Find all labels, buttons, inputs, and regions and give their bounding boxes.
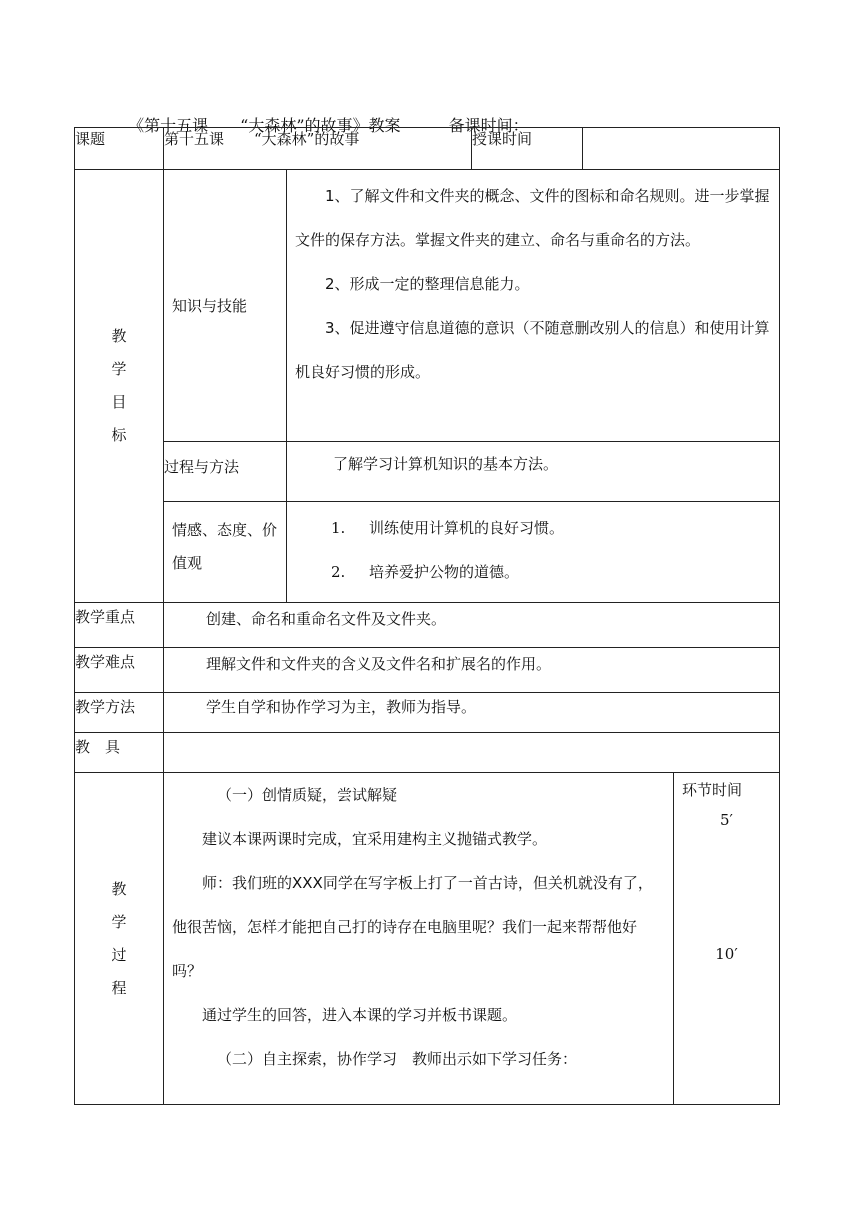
methods-label: 教学方法 <box>75 693 164 733</box>
methods-text: 学生自学和协作学习为主，教师为指导。 <box>164 693 780 733</box>
document-title: 《第十五课 “大森林”的故事》教案 <box>128 116 401 135</box>
process-method-label: 过程与方法 <box>164 442 287 502</box>
process-para-3: 师：我们班的XXX同学在写字板上打了一首古诗，但关机就没有了，他很苦恼，怎样才能把自己打的诗存在电脑里呢？我们一起来帮帮他好吗？ <box>172 874 653 980</box>
emotion-item-1: 1. 训练使用计算机的良好习惯。 <box>331 519 565 537</box>
row-process-method <box>75 442 780 502</box>
row-topic <box>75 128 780 170</box>
knowledge-item-1: 1、了解文件和文件夹的概念、文件的图标和命名规则。进一步掌握文件的保存方法。掌握文件夹的建立、命名与重命名的方法。 <box>295 187 770 249</box>
difficulties-label: 教学难点 <box>75 648 164 693</box>
process-method-text: 了解学习计算机知识的基本方法。 <box>287 442 780 502</box>
process-para-4: 通过学生的回答，进入本课的学习并板书课题。 <box>202 1006 518 1024</box>
topic-label: 课题 <box>75 128 164 170</box>
knowledge-label: 知识与技能 <box>164 170 287 442</box>
class-time-label: 授课时间 <box>472 128 583 170</box>
process-para-1: （一）创情质疑，尝试解疑 <box>217 786 398 804</box>
time-value-2: 10′ <box>715 945 738 963</box>
key-points-text: 创建、命名和重命名文件及文件夹。 <box>164 603 780 648</box>
lesson-plan-table <box>74 127 780 1105</box>
prep-time-label: 备课时间： <box>448 116 529 135</box>
row-difficulties <box>75 648 780 693</box>
row-teaching-process <box>75 773 780 1105</box>
process-content <box>164 773 674 1105</box>
emotion-label: 情感、态度、价值观 <box>164 502 287 603</box>
process-label: 教 学 过 程 <box>75 773 164 1105</box>
row-emotion <box>75 502 780 603</box>
process-para-5: （二）自主探索，协作学习 教师出示如下学习任务： <box>217 1050 578 1068</box>
knowledge-item-3: 3、促进遵守信息道德的意识（不随意删改别人的信息）和使用计算机良好习惯的形成。 <box>295 319 770 381</box>
knowledge-content <box>287 170 780 442</box>
emotion-item-2: 2. 培养爱护公物的道德。 <box>331 563 520 581</box>
row-tools <box>75 733 780 773</box>
class-time-value <box>583 128 780 170</box>
knowledge-item-2: 2、形成一定的整理信息能力。 <box>325 275 530 293</box>
tools-text <box>164 733 780 773</box>
topic-value: 第十五课 “大森林”的故事 <box>164 128 472 170</box>
time-column <box>674 773 780 1105</box>
process-para-2: 建议本课两课时完成，宜采用建构主义抛锚式教学。 <box>202 830 548 848</box>
row-knowledge <box>75 170 780 442</box>
emotion-content <box>287 502 780 603</box>
objectives-label: 教 学 目 标 <box>75 170 164 603</box>
time-header: 环节时间 <box>682 781 743 799</box>
key-points-label: 教学重点 <box>75 603 164 648</box>
difficulties-text: 理解文件和文件夹的含义及文件名和扩展名的作用。 <box>164 648 780 693</box>
tools-label: 教 具 <box>75 733 164 773</box>
time-value-1: 5′ <box>720 811 733 829</box>
row-key-points <box>75 603 780 648</box>
row-methods <box>75 693 780 733</box>
